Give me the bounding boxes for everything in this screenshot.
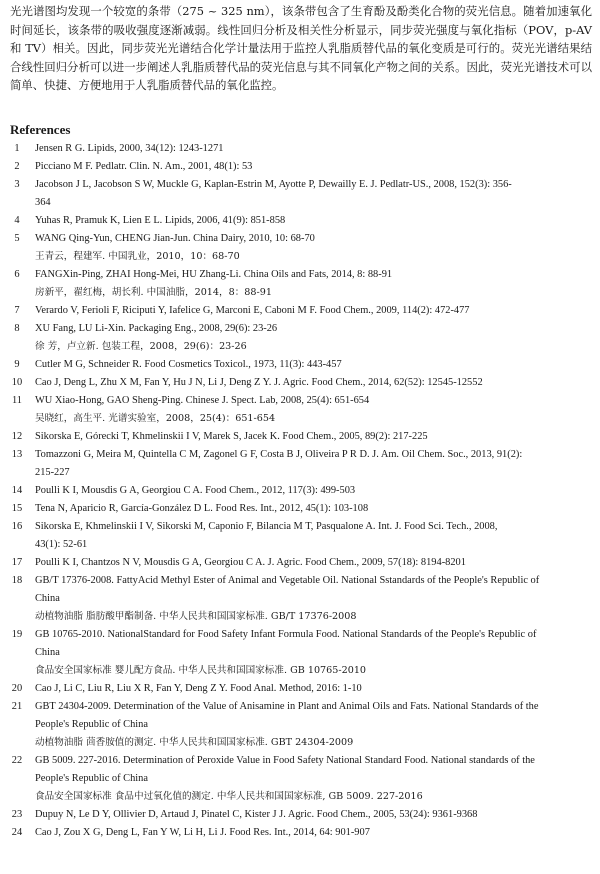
reference-number: 21 <box>11 701 23 712</box>
reference-text-line: GB 5009. 227-2016. Determination of Peroxide Value in Food Safety National Standard Food. National standards of the <box>35 755 535 766</box>
reference-text-line: Yuhas R, Pramuk K, Lien E L. Lipids, 2006, 41(9): 851-858 <box>35 215 286 226</box>
reference-item <box>10 806 592 824</box>
reference-chinese-line: 徐 芳，卢立新. 包装工程，2008，29(6)：23-26 <box>35 341 247 352</box>
reference-number: 6 <box>14 269 20 280</box>
reference-number: 17 <box>11 557 23 568</box>
reference-chinese-line: 房新平，翟红梅，胡长利. 中国油脂，2014，8：88-91 <box>35 287 272 298</box>
reference-number: 2 <box>14 161 20 172</box>
reference-number: 16 <box>11 521 23 532</box>
reference-text-line: Verardo V, Ferioli F, Riciputi Y, Iafelice G, Marconi E, Caboni M F. Food Chem., 2009, 114(2): 472-477 <box>35 305 470 316</box>
reference-item <box>10 230 592 266</box>
reference-item <box>10 446 592 482</box>
reference-item <box>10 824 592 842</box>
reference-item <box>10 482 592 500</box>
reference-item <box>10 518 592 554</box>
reference-number: 4 <box>14 215 20 226</box>
reference-number: 11 <box>11 395 22 406</box>
reference-text-line: Cao J, Li C, Liu R, Liu X R, Fan Y, Deng Z Y. Food Anal. Method, 2016: 1-10 <box>35 683 362 694</box>
reference-item <box>10 626 592 680</box>
reference-text-line: FANGXin-Ping, ZHAI Hong-Mei, HU Zhang-Li. China Oils and Fats, 2014, 8: 88-91 <box>35 269 393 280</box>
reference-text-line: GB/T 17376-2008. FattyAcid Methyl Ester of Animal and Vegetable Oil. National Sstandards of the People's Republic of <box>35 575 540 586</box>
references-heading: References <box>10 122 71 137</box>
reference-item <box>10 554 592 572</box>
reference-text-line: XU Fang, LU Li-Xin. Packaging Eng., 2008, 29(6): 23-26 <box>35 323 278 334</box>
reference-item <box>10 302 592 320</box>
reference-number: 7 <box>14 305 20 316</box>
reference-chinese-line: 动植物油脂 茴香胺值的测定. 中华人民共和国国家标准. GBT 24304-2009 <box>35 737 354 748</box>
reference-item <box>10 392 592 428</box>
reference-text-line: Sikorska E, Khmelinskii I V, Sikorski M, Caponio F, Bilancia M T, Pasqualone A. Int. J. Food Sci. Tech., 2008, <box>35 521 498 532</box>
reference-text-line: Cao J, Deng L, Zhu X M, Fan Y, Hu J N, Li J, Deng Z Y. J. Agric. Food Chem., 2014, 62(52): 12545-12552 <box>35 377 483 388</box>
reference-number: 20 <box>11 683 23 694</box>
reference-number: 1 <box>14 143 20 154</box>
reference-item <box>10 158 592 176</box>
reference-item <box>10 356 592 374</box>
reference-item <box>10 212 592 230</box>
reference-text-line: 364 <box>35 197 51 208</box>
reference-text-line: 43(1): 52-61 <box>35 539 88 550</box>
reference-text-line: Cao J, Zou X G, Deng L, Fan Y W, Li H, Li J. Food Res. Int., 2014, 64: 901-907 <box>35 827 370 838</box>
reference-item <box>10 698 592 752</box>
reference-text-line: Picciano M F. Pedlatr. Clin. N. Am., 2001, 48(1): 53 <box>35 161 253 172</box>
reference-text-line: WANG Qing-Yun, CHENG Jian-Jun. China Dairy, 2010, 10: 68-70 <box>35 233 315 244</box>
reference-number: 24 <box>11 827 23 838</box>
reference-item <box>10 428 592 446</box>
reference-text-line: GB 10765-2010. NationalStandard for Food Safety Infant Formula Food. National Standards of the People's Republic of <box>35 629 537 640</box>
reference-number: 10 <box>11 377 23 388</box>
reference-chinese-line: 动植物油脂 脂肪酸甲酯制备. 中华人民共和国国家标准. GB/T 17376-2008 <box>35 611 357 622</box>
reference-item <box>10 140 592 158</box>
reference-text-line: China <box>35 647 60 658</box>
reference-number: 19 <box>11 629 23 640</box>
reference-item <box>10 500 592 518</box>
reference-item <box>10 320 592 356</box>
reference-chinese-line: 吴晓红，高生平. 光谱实验室，2008，25(4)：651-654 <box>35 413 276 424</box>
reference-text-line: Poulli K I, Mousdis G A, Georgiou C A. Food Chem., 2012, 117(3): 499-503 <box>35 485 356 496</box>
reference-number: 22 <box>11 755 23 766</box>
reference-item <box>10 266 592 302</box>
reference-text-line: Dupuy N, Le D Y, Ollivier D, Artaud J, Pinatel C, Kister J J. Agric. Food Chem., 2005, 53(24): 9361-9368 <box>35 809 478 820</box>
reference-number: 3 <box>14 179 20 190</box>
reference-number: 15 <box>11 503 23 514</box>
reference-text-line: Tomazzoni G, Meira M, Quintella C M, Zagonel G F, Costa B J, Oliveira P R D. J. Am. Oil Chem. Soc., 2013, 91(2): <box>35 449 523 460</box>
reference-text-line: Sikorska E, Górecki T, Khmelinskii I V, Marek S, Jacek K. Food Chem., 2005, 89(2): 217-225 <box>35 431 428 442</box>
reference-text-line: People's Republic of China <box>35 773 148 784</box>
reference-text-line: People's Republic of China <box>35 719 148 730</box>
reference-chinese-line: 食品安全国家标准 婴儿配方食品. 中华人民共和国国家标准. GB 10765-2010 <box>35 665 367 676</box>
reference-item <box>10 374 592 392</box>
reference-number: 9 <box>14 359 20 370</box>
reference-text-line: GBT 24304-2009. Determination of the Value of Anisamine in Plant and Animal Oils and Fats. National Standards of the <box>35 701 539 712</box>
reference-number: 23 <box>11 809 23 820</box>
reference-chinese-line: 食品安全国家标准 食品中过氧化值的测定. 中华人民共和国国家标准, GB 5009. 227-2016 <box>35 791 423 802</box>
reference-text-line: Jensen R G. Lipids, 2000, 34(12): 1243-1271 <box>35 143 224 154</box>
reference-text-line: Tena N, Aparicio R, García-González D L. Food Res. Int., 2012, 45(1): 103-108 <box>35 503 369 514</box>
reference-text-line: Jacobson J L, Jacobson S W, Muckle G, Kaplan-Estrin M, Ayotte P, Dewailly E. J. Pedlatr-US., 2008, 152(3): 356- <box>35 179 512 190</box>
reference-number: 12 <box>11 431 23 442</box>
reference-text-line: WU Xiao-Hong, GAO Sheng-Ping. Chinese J. Spect. Lab, 2008, 25(4): 651-654 <box>35 395 370 406</box>
conclusion-paragraph: 光光谱图均发现一个较宽的条带（275 ~ 325 nm），该条带包含了生育酚及酚类化合物的荧光信息。随着加速氧化时间延长，该条带的吸收强度逐渐减弱。线性回归分析及相关性分析显示，同步荧光强度与氧化指标（POV，p-AV 和 TV）相关。因此，同步荧光光谱结合化学计量法用于监控人乳脂质替代品的氧化变质是可行的。荧光光谱结果结合线性回归分析可以进一步阐述人乳脂质替代品的荧光信息与其不同氧化产物之间的关系。因此，荧光光谱技术可以简单、快捷、方便地用于人乳脂质替代品的氧化监控。 <box>10 4 592 93</box>
reference-text-line: Poulli K I, Chantzos N V, Mousdis G A, Georgiou C A. J. Agric. Food Chem., 2009, 57(18): 8194-8201 <box>35 557 466 568</box>
reference-number: 14 <box>11 485 23 496</box>
reference-number: 18 <box>11 575 23 586</box>
reference-text-line: Cutler M G, Schneider R. Food Cosmetics Toxicol., 1973, 11(3): 443-457 <box>35 359 342 370</box>
reference-number: 8 <box>14 323 20 334</box>
reference-item <box>10 572 592 626</box>
reference-number: 5 <box>14 233 20 244</box>
reference-text-line: 215-227 <box>35 467 70 478</box>
reference-item <box>10 680 592 698</box>
references-list <box>10 140 592 842</box>
reference-item <box>10 176 592 212</box>
reference-item <box>10 752 592 806</box>
reference-number: 13 <box>11 449 23 460</box>
reference-chinese-line: 王青云，程建军. 中国乳业，2010，10：68-70 <box>35 251 240 262</box>
reference-text-line: China <box>35 593 60 604</box>
